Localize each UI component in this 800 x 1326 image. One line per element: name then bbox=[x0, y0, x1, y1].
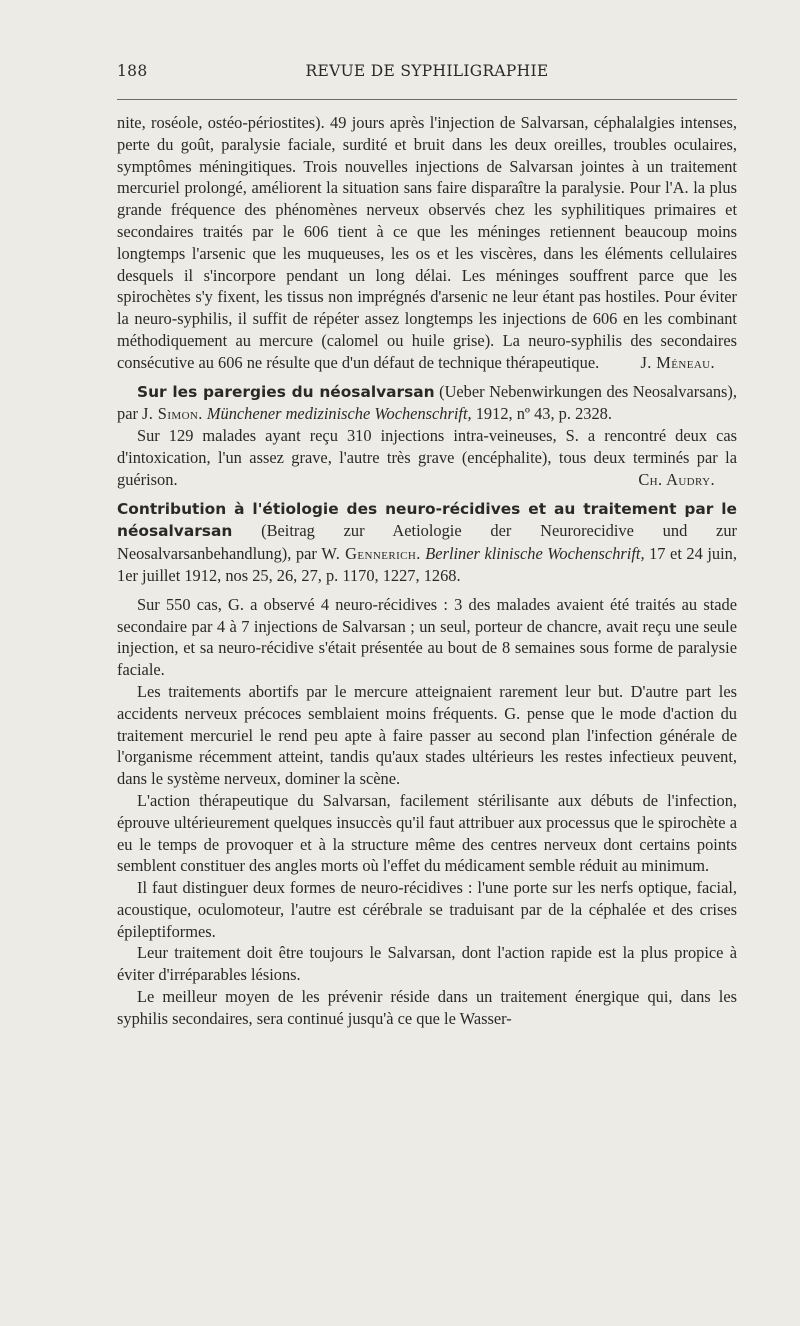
review-journal: Berliner klinische Wochenschrift, bbox=[425, 544, 645, 564]
review-paragraph: Leur traitement doit être toujours le Salvarsan, dont l'action rapide est la plus propice à éviter d'irréparables lésions. bbox=[117, 943, 737, 985]
review-reference bbox=[117, 498, 737, 587]
review-ref-b: 17 et 24 juin, 1er juillet 1912, nos 25, 26, 27, p. 1170, 1227, 1268. bbox=[117, 544, 737, 585]
review-journal: Münchener medizinische Wochenschrift, bbox=[206, 404, 472, 424]
review-paragraph: L'action thérapeutique du Salvarsan, facilement stérilisante aux débuts de l'infection, éprouve ultérieurement quelques insuccès qu'il faut attribuer aux processus que le spirochète a eu le temps de provoquer et à la structure même des centres nerveux dont certains points semblent constituer des angles morts où l'effet du médicament semble réduit au minimum. bbox=[117, 790, 737, 876]
review-title: Contribution à l'étiologie des neuro-récidives et au traitement par le néosalvarsan bbox=[117, 499, 737, 541]
review-author: J. Simon. bbox=[142, 404, 203, 424]
review-title: Sur les parergies du néosalvarsan bbox=[137, 382, 435, 401]
running-title: REVUE DE SYPHILIGRAPHIE bbox=[305, 62, 549, 80]
review-ref-b: 1912, nº 43, p. 2328. bbox=[471, 404, 612, 424]
review-author: W. Gennerich. bbox=[321, 544, 421, 564]
review-text: Sur 129 malades ayant reçu 310 injections intra-veineuses, S. a rencontré deux cas d'intoxication, l'un assez grave, l'autre très grave (encéphalite), tous deux terminés par la guérison. bbox=[117, 426, 737, 489]
review-ref-a: (Ueber Nebenwirkungen des Neosalvarsans), par bbox=[117, 381, 737, 424]
review-signature: Ch. Audry. bbox=[638, 469, 715, 489]
review-paragraph: Le meilleur moyen de les prévenir réside dans un traitement énergique qui, dans les syphilis secondaires, sera continué jusqu'à ce que le Wasser- bbox=[117, 987, 737, 1028]
review-continued-paragraph bbox=[117, 112, 737, 374]
review-signature: J. Méneau. bbox=[640, 352, 715, 372]
review-paragraph: Il faut distinguer deux formes de neuro-récidives : l'une porte sur les nerfs optique, facial, acoustique, oculomoteur, l'autre est cérébrale se traduisant par de la céphalée et des crises épileptiformes. bbox=[117, 878, 737, 941]
review-paragraph bbox=[117, 425, 737, 490]
page-body bbox=[117, 112, 737, 1030]
review-continued-text: nite, roséole, ostéo-périostites). 49 jours après l'injection de Salvarsan, céphalalgies intenses, perte du goût, paralysie faciale, surdité et bruit dans les deux oreilles, troubles oculaires, symptômes méningitiques. Trois nouvelles injections de Salvarsan jointes à un traitement mercuriel prolongé, améliorent la situation sans faire disparaître la paralysie. Pour l'A. la plus grande fréquence des phénomènes nerveux observés chez les syphilitiques primaires et secondaires traités par le 606 tient à ce que les méninges retiennent beaucoup moins longtemps l'arsenic que les muqueuses, les os et les viscères, dans les éléments cellulaires desquels il s'incorpore pendant un long délai. Les méninges souffrent parce que les spirochètes s'y fixent, les tissus non imprégnés d'arsenic ne leur étant pas hostiles. Pour éviter la neuro-syphilis, il suffit de répéter assez longtemps les injections de 606 en les combinant méthodiquement au mercure (calomel ou huile grise). La neuro-syphilis des secondaires consécutive au 606 ne résulte que d'un défaut de technique thérapeutique. bbox=[117, 113, 737, 372]
header-rule bbox=[117, 99, 737, 100]
page-number: 188 bbox=[117, 62, 148, 80]
review-paragraph: Les traitements abortifs par le mercure atteignaient rarement leur but. D'autre part les accidents nerveux précoces semblaient moins fréquents. G. pense que le mode d'action du traitement mercuriel le rend peu apte à faire passer au second plan l'infection générale de l'organisme récemment atteint, tandis qu'aux stades ultérieurs les restes infectieux peuvent, dans le système nerveux, dominer la scène. bbox=[117, 681, 737, 789]
running-header bbox=[117, 62, 737, 86]
review-reference bbox=[117, 381, 737, 426]
review-ref-a: (Beitrag zur Aetiologie der Neurorecidive und zur Neosalvarsanbehandlung), par bbox=[117, 521, 737, 564]
review-paragraph: Sur 550 cas, G. a observé 4 neuro-récidives : 3 des malades avaient été traités au stade secondaire par 4 à 7 injections de Salvarsan ; un seul, porteur de chancre, avait reçu une seule injection, et sa neuro-récidive s'était présentée au bout de 8 semaines sous forme de paralysie faciale. bbox=[117, 594, 737, 680]
